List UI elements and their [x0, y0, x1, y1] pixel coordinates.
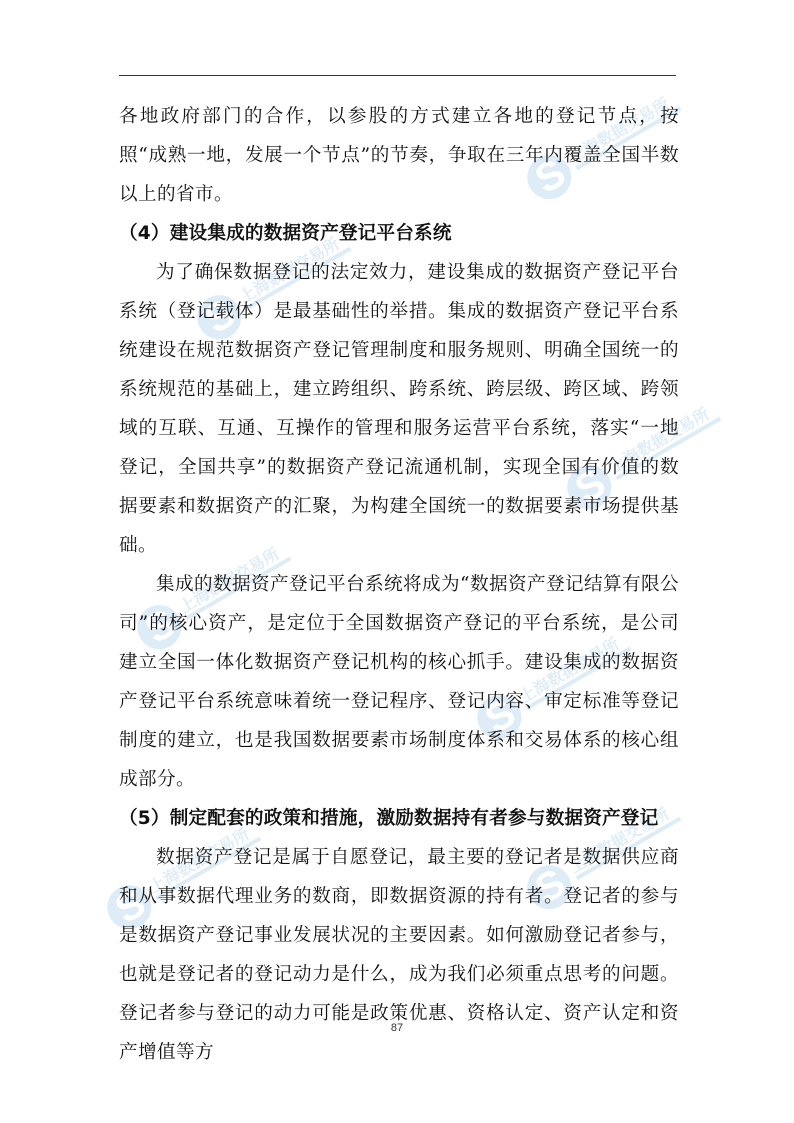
section-heading: （4）建设集成的数据资产登记平台系统	[119, 223, 452, 244]
watermark-text: 上海数据交易所	[146, 824, 253, 897]
watermark-text: 上海数据交易所	[176, 544, 283, 617]
document-body	[119, 97, 679, 1072]
watermark-text: 上海数据交易所	[516, 634, 623, 707]
section-heading: （5）制定配套的政策和措施，激励数据持有者参与数据资产登记	[119, 808, 659, 829]
watermark-text: 上海数据交易所	[236, 234, 343, 307]
paragraph: 数据资产登记是属于自愿登记，最主要的登记者是数据供应商和从事数据代理业务的数商，即数据资源的持有者。登记者的参与是数据资产登记事业发展状况的主要因素。如何激励登记者参与，也就是登记者的登记动力是什么，成为我们必须重点思考的问题。登记者参与登记的动力可能是政策优惠、资格认定、资产认定和资产增值等方	[119, 847, 679, 1063]
paragraph: 为了确保数据登记的法定效力，建设集成的数据资产登记平台系统（登记载体）是最基础性的举措。集成的数据资产登记平台系统建设在规范数据资产登记管理制度和服务规则、明确全国统一的系统规范的基础上，建立跨组织、跨系统、跨层级、跨区域、跨领域的互联、互通、互操作的管理和服务运营平台系统，落实“一地登记，全国共享”的数据资产登记流通机制，实现全国有价值的数据要素和数据资产的汇聚，为构建全国统一的数据要素市场提供基础。	[119, 262, 679, 556]
paragraph: 集成的数据资产登记平台系统将成为“数据资产登记结算有限公司”的核心资产，是定位于全国数据资产登记的平台系统，是公司建立全国一体化数据资产登记机构的核心抓手。建设集成的数据资产登记平台系统意味着统一登记程序、登记内容、审定标准等登记制度的建立，也是我国数据要素市场制度体系和交易体系的核心组成部分。	[119, 574, 679, 790]
page-number: 87	[390, 1022, 404, 1034]
watermark-text: 上海数据交易所	[566, 804, 673, 877]
paragraph: 各地政府部门的合作，以参股的方式建立各地的登记节点，按照“成熟一地，发展一个节点”的节奏，争取在三年内覆盖全国半数以上的省市。	[119, 106, 679, 205]
header-rule	[119, 75, 676, 76]
watermark-text: 上海数据交易所	[606, 404, 713, 477]
watermark-text: 上海数据交易所	[566, 94, 673, 167]
